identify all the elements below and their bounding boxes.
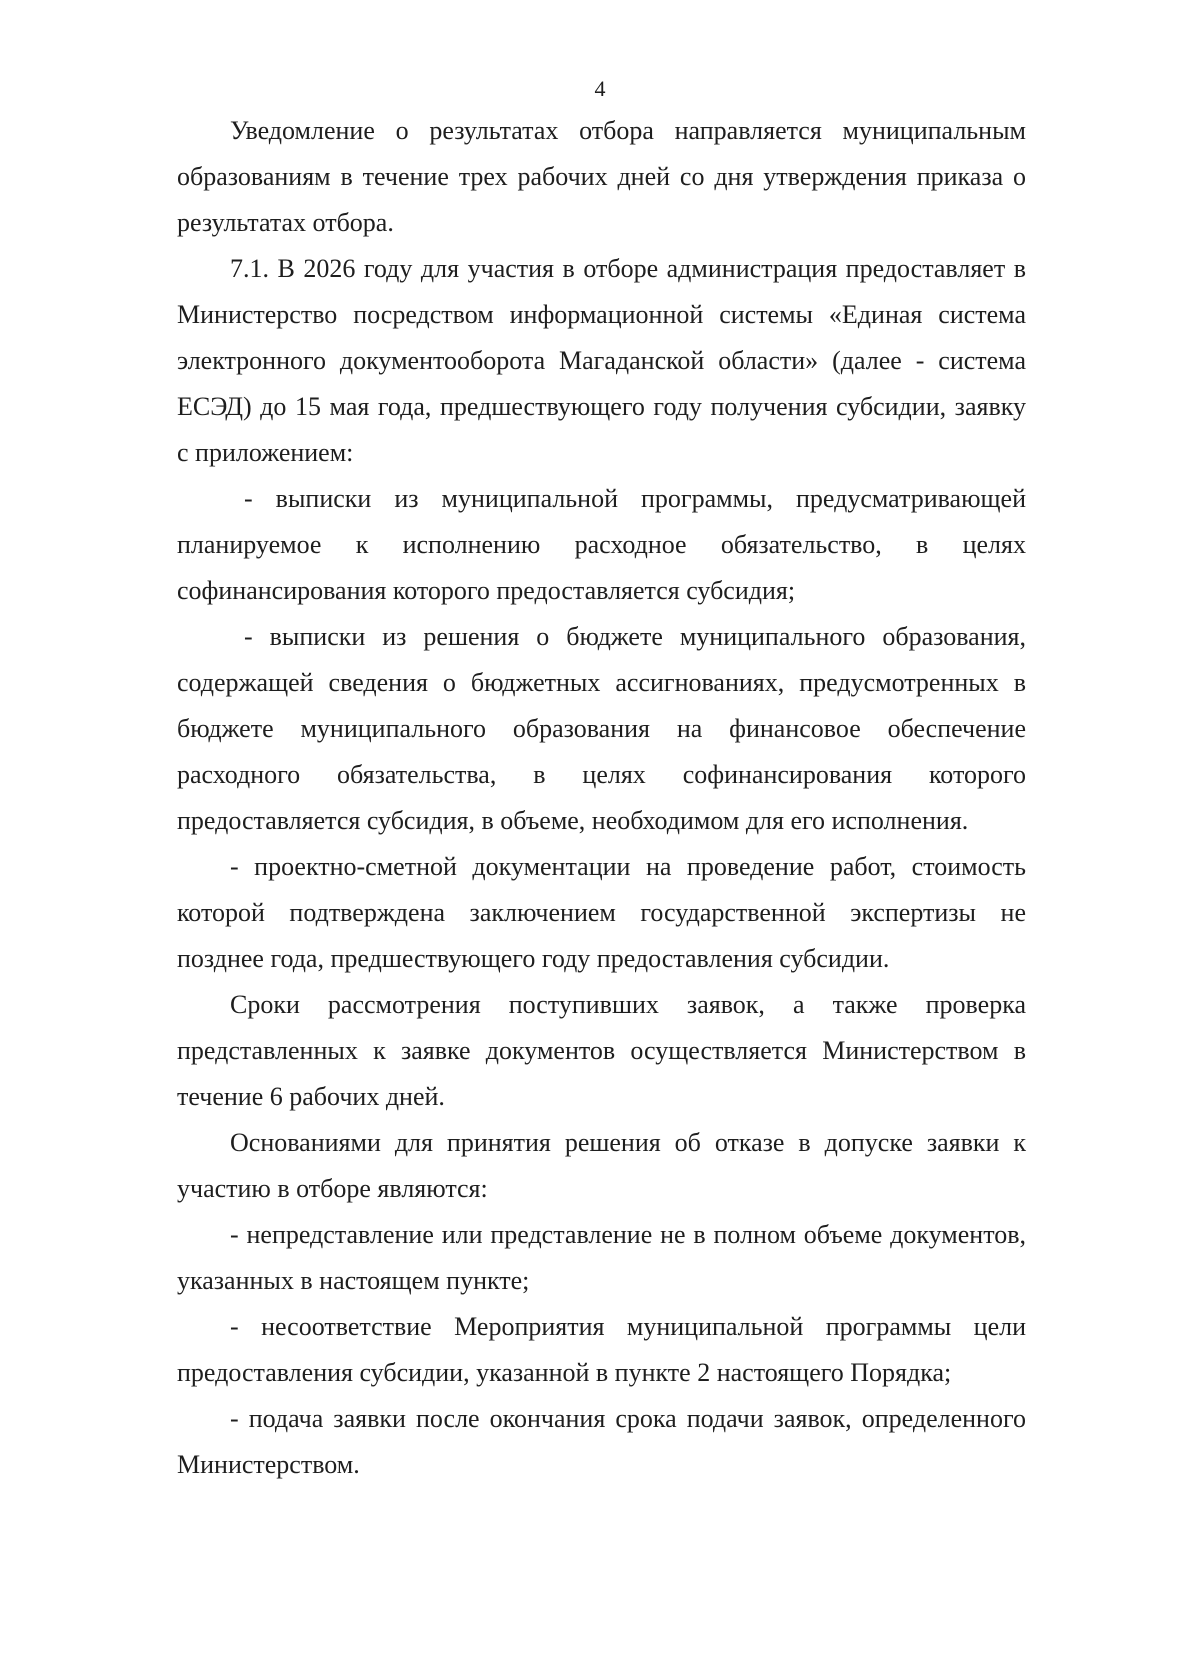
text-line: расходного обязательства, в целях софинансирования которого [177, 760, 1026, 789]
text-line: содержащей сведения о бюджетных ассигнованиях, предусмотренных в [177, 668, 1026, 697]
text-line: софинансирования которого предоставляется субсидия; [177, 576, 796, 605]
text-line: 7.1. В 2026 году для участия в отборе администрация предоставляет в [230, 254, 1026, 283]
text-line: с приложением: [177, 438, 354, 467]
text-line: - непредставление или представление не в полном объеме документов, [230, 1220, 1026, 1249]
text-line: Уведомление о результатах отбора направляется муниципальным [230, 116, 1026, 145]
text-line: планируемое к исполнению расходное обязательство, в целях [177, 530, 1026, 559]
text-line: электронного документооборота Магаданской области» (далее - система [177, 346, 1026, 375]
text-line: - выписки из решения о бюджете муниципального образования, [244, 622, 1026, 651]
text-line: указанных в настоящем пункте; [177, 1266, 530, 1295]
text-line: - подача заявки после окончания срока подачи заявок, определенного [230, 1404, 1026, 1433]
text-line: предоставляется субсидия, в объеме, необходимом для его исполнения. [177, 806, 969, 835]
text-line: течение 6 рабочих дней. [177, 1082, 445, 1111]
text-line: участию в отборе являются: [177, 1174, 488, 1203]
text-line: предоставления субсидии, указанной в пункте 2 настоящего Порядка; [177, 1358, 952, 1387]
text-line: которой подтверждена заключением государственной экспертизы не [177, 898, 1026, 927]
text-line: представленных к заявке документов осуществляется Министерством в [177, 1036, 1026, 1065]
text-line: Сроки рассмотрения поступивших заявок, а также проверка [230, 990, 1026, 1019]
text-line: образованиям в течение трех рабочих дней со дня утверждения приказа о [177, 162, 1026, 191]
page-number: 4 [594, 76, 606, 101]
text-line: Министерство посредством информационной системы «Единая система [177, 300, 1026, 329]
text-line: ЕСЭД) до 15 мая года, предшествующего году получения субсидии, заявку [177, 392, 1026, 421]
text-line: бюджете муниципального образования на финансовое обеспечение [177, 714, 1026, 743]
text-line: Основаниями для принятия решения об отказе в допуске заявки к [230, 1128, 1026, 1157]
text-line: - проектно-сметной документации на проведение работ, стоимость [230, 852, 1026, 881]
text-line: позднее года, предшествующего году предоставления субсидии. [177, 944, 890, 973]
text-line: Министерством. [177, 1450, 360, 1479]
text-line: результатах отбора. [177, 208, 394, 237]
text-line: - выписки из муниципальной программы, предусматривающей [244, 484, 1026, 513]
text-line: - несоответствие Мероприятия муниципальной программы цели [230, 1312, 1026, 1341]
